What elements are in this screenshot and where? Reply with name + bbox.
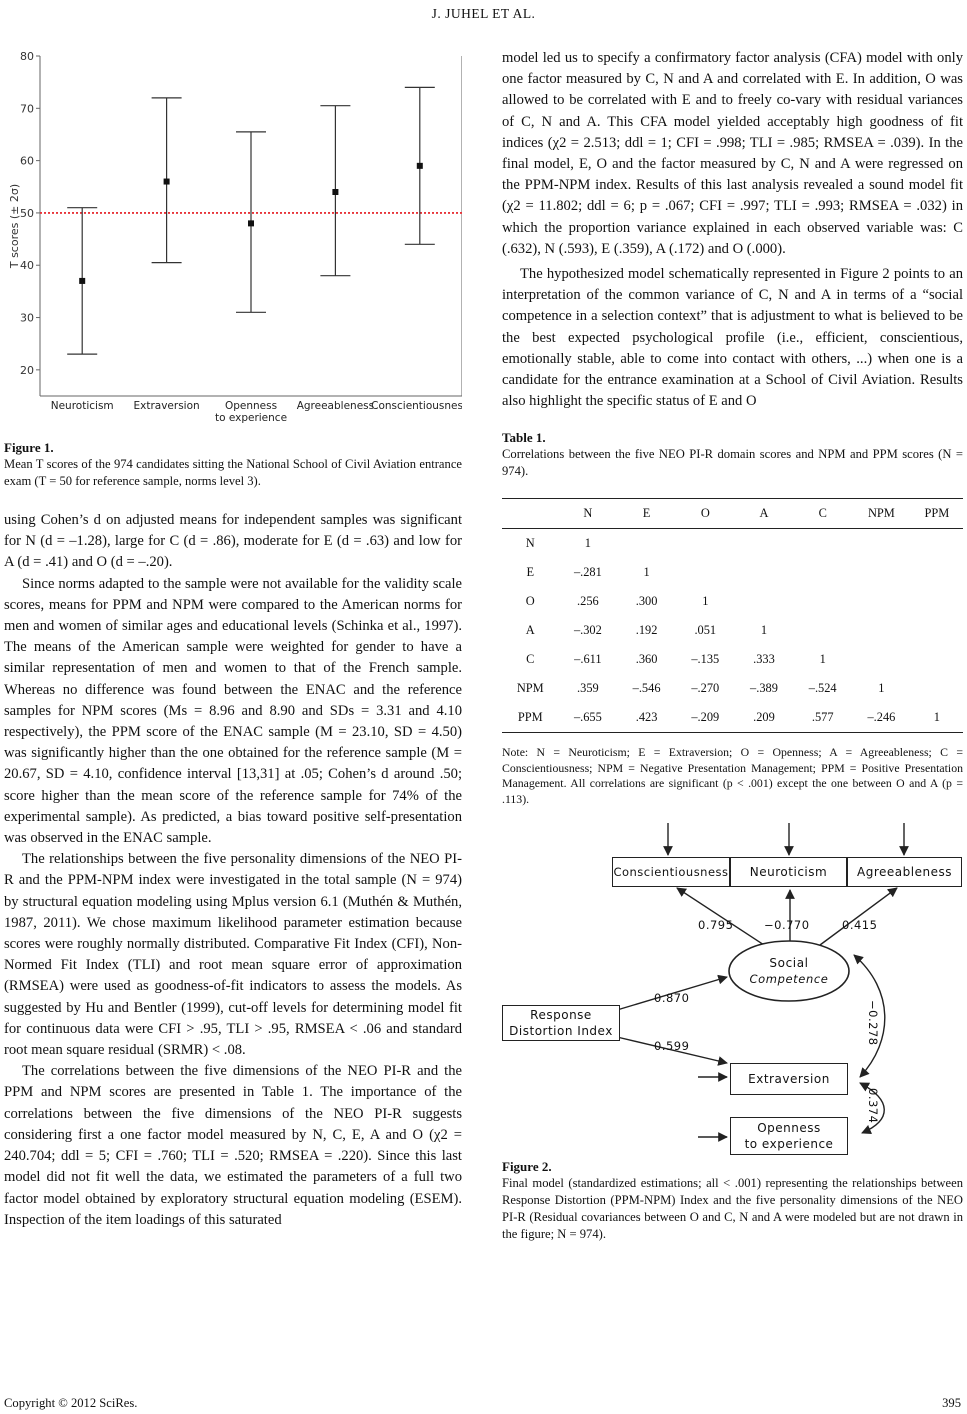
table-cell: –.302 (573, 623, 602, 638)
table-cell (676, 558, 735, 587)
correlation-table (502, 498, 963, 733)
table1-description: Correlations between the five NEO PI-R domain scores and NPM and PPM scores (N = 974). (502, 447, 963, 479)
mean-point (417, 163, 423, 169)
category-label: Extraversion (133, 400, 200, 412)
left-paragraph-4: The correlations between the five dimensions of the NEO PI-R and the PPM and NPM scores are presented in Table 1. The importance of the correlations between the five dimensions of the NEO PI-R suggests considering first a one factor model measured by N, C, E, A and O (χ2 = 240.704; ddl = 5; CFI = .760; TLI = .520; RMSEA = .220). Since this last model did not fit well the data, we estimated the parameters of a full two factor model obtained by exploratory structural equation modeling (ESEM). Inspection of the item loadings of this saturated (4, 1063, 462, 1228)
table-cell (793, 558, 852, 587)
distortion-index-label: Distortion Index (509, 1024, 613, 1039)
table-cell: .209 (753, 710, 775, 725)
table-cell: –.281 (573, 565, 602, 580)
table-header-cell (502, 499, 559, 529)
table1-title: Table 1. (502, 430, 546, 446)
table-cell: .256 (577, 594, 599, 609)
table1-note: Note: N = Neuroticism; E = Extraversion; O = Openness; A = Agreeableness; C = Conscientiousness; NPM = Negative Presentation Management; PPM = Positive Presentation Management. All correlations are significant (p < .001) except the one between O and A (p = .113). (502, 745, 963, 806)
table-row (502, 674, 963, 703)
table-cell (735, 558, 794, 587)
social-label: Social (769, 956, 809, 971)
table-row-label: PPM (517, 710, 543, 725)
table-header-cell: NPM (867, 506, 895, 521)
table-row (502, 616, 963, 645)
table-cell: .192 (635, 623, 658, 638)
figure1-chart (4, 48, 462, 428)
footer-copyright: Copyright © 2012 SciRes. (4, 1396, 138, 1410)
table-header-row (502, 499, 963, 529)
coef-agreeableness: 0.415 (842, 918, 878, 933)
table-header-cell: N (583, 506, 593, 521)
table-cell (852, 529, 911, 559)
table-row (502, 587, 963, 616)
table-header-cell: E (642, 506, 651, 521)
coef-cov-extraversion-openness: 0.374 (866, 1088, 880, 1124)
table-cell (852, 558, 911, 587)
category-label: Conscientiousness (371, 400, 462, 412)
y-tick-label: 80 (20, 50, 34, 63)
openness-label: Openness (757, 1121, 821, 1136)
table-cell (852, 616, 911, 645)
table-cell: –.135 (691, 652, 720, 667)
y-axis-label: T scores (± 2σ) (8, 183, 21, 269)
table-cell (911, 616, 963, 645)
table-cell: .423 (635, 710, 658, 725)
figure1-caption-text: Mean T scores of the 974 candidates sitting the National School of Civil Aviation entrance exam (T = 50 for reference sample, norms level 3). (4, 457, 462, 488)
table-cell (852, 587, 911, 616)
table-header-cell: A (759, 506, 769, 521)
social-competence-node (734, 955, 844, 987)
right-paragraph-2: The hypothesized model schematically represented in Figure 2 points to an interpretation of the common variance of C, N and A in terms of a “social competence in a selection context” that is adjustment to what is believed to be the best expected psychological profile (i.e., efficient, conscientious, emotionally stable, able to come into contact with others, ...) when one is a candidate for the entrance examination at a School of Civil Aviation. Results also highlight the specific status of E and O (502, 266, 963, 410)
table-row-label: NPM (516, 681, 544, 696)
response-distortion-node (502, 1005, 620, 1041)
table-cell (911, 674, 963, 703)
category-label: Neuroticism (50, 400, 114, 412)
table-cell: .577 (811, 710, 834, 725)
table-cell: –.546 (632, 681, 661, 696)
y-tick-label: 50 (20, 206, 34, 220)
mean-point (248, 220, 254, 226)
table-row (502, 645, 963, 674)
table-cell: –.246 (867, 710, 896, 725)
table-cell: .300 (635, 594, 658, 609)
table-cell (911, 558, 963, 587)
table-cell (735, 529, 794, 559)
table-cell: –.270 (691, 681, 720, 696)
table-cell (793, 587, 852, 616)
y-tick-label: 70 (20, 102, 34, 116)
neuroticism-node: Neuroticism (730, 857, 847, 887)
table-cell: .051 (694, 623, 717, 638)
table-row-label: E (526, 565, 535, 580)
table-row (502, 558, 963, 587)
coef-rdi-extraversion: 0.599 (654, 1039, 690, 1054)
table-cell: 1 (878, 681, 885, 696)
table-cell: –.524 (808, 681, 837, 696)
table-cell (911, 645, 963, 674)
coef-cov-social-extraversion: −0.278 (866, 1000, 880, 1046)
extraversion-node: Extraversion (730, 1063, 848, 1095)
figure2-caption-text: Final model (standardized estimations; all < .001) representing the relationships between Response Distortion (PPM-NPM) Index and the five personality dimensions of the NEO PI-R (Residual covariances between O and C, N and A were modeled but are not drawn in the figure; N = 974). (502, 1176, 963, 1242)
table-cell: 1 (702, 594, 709, 609)
table-cell: .360 (635, 652, 658, 667)
table-header-cell: PPM (924, 506, 950, 521)
table-cell (676, 529, 735, 559)
table-cell (911, 529, 963, 559)
figure1-svg (4, 48, 462, 428)
table-cell: –.655 (573, 710, 602, 725)
table-cell: –.611 (574, 652, 602, 667)
table-row-label: O (525, 594, 535, 609)
y-tick-label: 40 (20, 259, 34, 273)
figure1-caption-title: Figure 1. (4, 440, 54, 455)
y-tick-label: 60 (20, 154, 34, 168)
table-row (502, 703, 963, 733)
category-label: Openness (224, 400, 278, 412)
agreeableness-node: Agreeableness (847, 857, 962, 887)
table-cell (793, 529, 852, 559)
table-cell (735, 587, 794, 616)
figure2-caption-title: Figure 2. (502, 1159, 552, 1175)
table-cell: –.209 (691, 710, 720, 725)
table-cell: .333 (753, 652, 775, 667)
table-cell (852, 645, 911, 674)
table-header-cell: O (700, 506, 710, 521)
mean-point (79, 278, 85, 284)
table-cell: 1 (819, 652, 826, 667)
mean-point (164, 179, 170, 185)
y-tick-label: 30 (20, 311, 34, 325)
running-head: J. JUHEL ET AL. (431, 6, 536, 21)
table-cell: 1 (584, 536, 591, 551)
table-row (502, 529, 963, 559)
table-row-label: N (525, 536, 535, 551)
category-label: to experience (214, 412, 288, 424)
table-cell: 1 (760, 623, 768, 638)
coef-conscientiousness: 0.795 (698, 918, 734, 933)
footer-page-number: 395 (942, 1396, 961, 1410)
table-cell: 1 (643, 565, 650, 580)
right-column (502, 48, 963, 1243)
table-row-label: C (526, 652, 535, 667)
conscientiousness-node: Conscientiousness (612, 857, 730, 887)
left-paragraph-2: Since norms adapted to the sample were not available for the validity scale scores, means for PPM and NPM were compared to the American norms for men and women of similar ages and educational levels (Schinka et al., 1997). The means of the American sample were weighted for gender to have a similar representation of men and women to that of the French sample. Whereas no difference was found between the ENAC and the reference samples for NPM scores (Ms = 8.96 and 8.90 and SDs = 3.31 and 4.10 respectively), the PPM score of the ENAC sample (M = 23.10, SD = 4.50) was significantly higher than the one obtained for the reference sample (M = 20.67, SD = 4.10, confidence interval [13,31] at .05; Cohen’s d around .50; score higher than the mean score of the reference sample for 74% of the experimental sample). As predicted, a bias toward positive self-presentation was observed in the ENAC sample. (4, 575, 462, 847)
table-header-cell: C (818, 506, 827, 521)
table-cell: .359 (577, 681, 599, 696)
figure2-diagram (502, 815, 963, 1152)
right-paragraph-1: model led us to specify a confirmatory factor analysis (CFA) model with only one factor measured by C, N and A and correlated with E. In addition, O was allowed to be correlated with E and to freely co-vary with residual variances of C, N and A. This CFA model yielded acceptably high goodness of fit indices (χ2 = 2.513; ddl = 1; CFI = .998; TLI = .985; RMSEA = .039). In the final model, E, O and the factor measured by C, N and A were regressed on the PPM-NPM index. Results of this last analysis revealed a sound model fit (χ2 = 11.802; ddl = 6; p = .067; CFI = .997; TLI = .993; RMSEA = .032) in which the proportion variance explained in each observed variable was: C (.632), N (.593), E (.359), A (.172) and O (.000). (502, 50, 963, 257)
left-paragraph-1: using Cohen’s d on adjusted means for independent samples was significant for N (d = –1.28), large for C (d = .86), moderate for E (d = .63) and low for A (d = .41) and O (d = –.20). (4, 512, 462, 571)
left-column (4, 48, 462, 1231)
y-tick-label: 20 (20, 363, 34, 377)
coef-rdi-social: 0.870 (654, 991, 690, 1006)
table-cell (911, 587, 963, 616)
to-experience-label: to experience (744, 1137, 834, 1152)
table-cell: 1 (933, 710, 940, 725)
table-cell: –.389 (750, 681, 778, 696)
openness-node (730, 1117, 848, 1155)
table-cell (793, 616, 852, 645)
table-cell (617, 529, 676, 559)
table-row-label: A (525, 623, 535, 638)
response-label: Response (530, 1008, 592, 1023)
left-paragraph-3: The relationships between the five personality dimensions of the NEO PI-R and the PPM-NPM index were investigated in the total sample (N = 974) by structural equation modeling using Mplus version 6.1 (Muthén & Muthén, 1987, 2011). We chose maximum likelihood parameter estimation because scores were roughly normally distributed. Comparative Fit Index (CFI), Non-Normed Fit Index (TLI) and root mean square error of approximation (RMSEA) were used as goodness-of-fit indicators to assess the models. As suggested by Hu and Bentler (1999), cut-off levels for determining model fit for continuous data were CFI > .95, TLI > .95, RMSEA < .06 and standard root mean square residual (SRMR) < .08. (4, 851, 462, 1059)
mean-point (332, 189, 338, 195)
category-label: Agreeableness (296, 400, 375, 412)
competence-label: Competence (749, 972, 829, 987)
coef-neuroticism: −0.770 (764, 918, 810, 933)
